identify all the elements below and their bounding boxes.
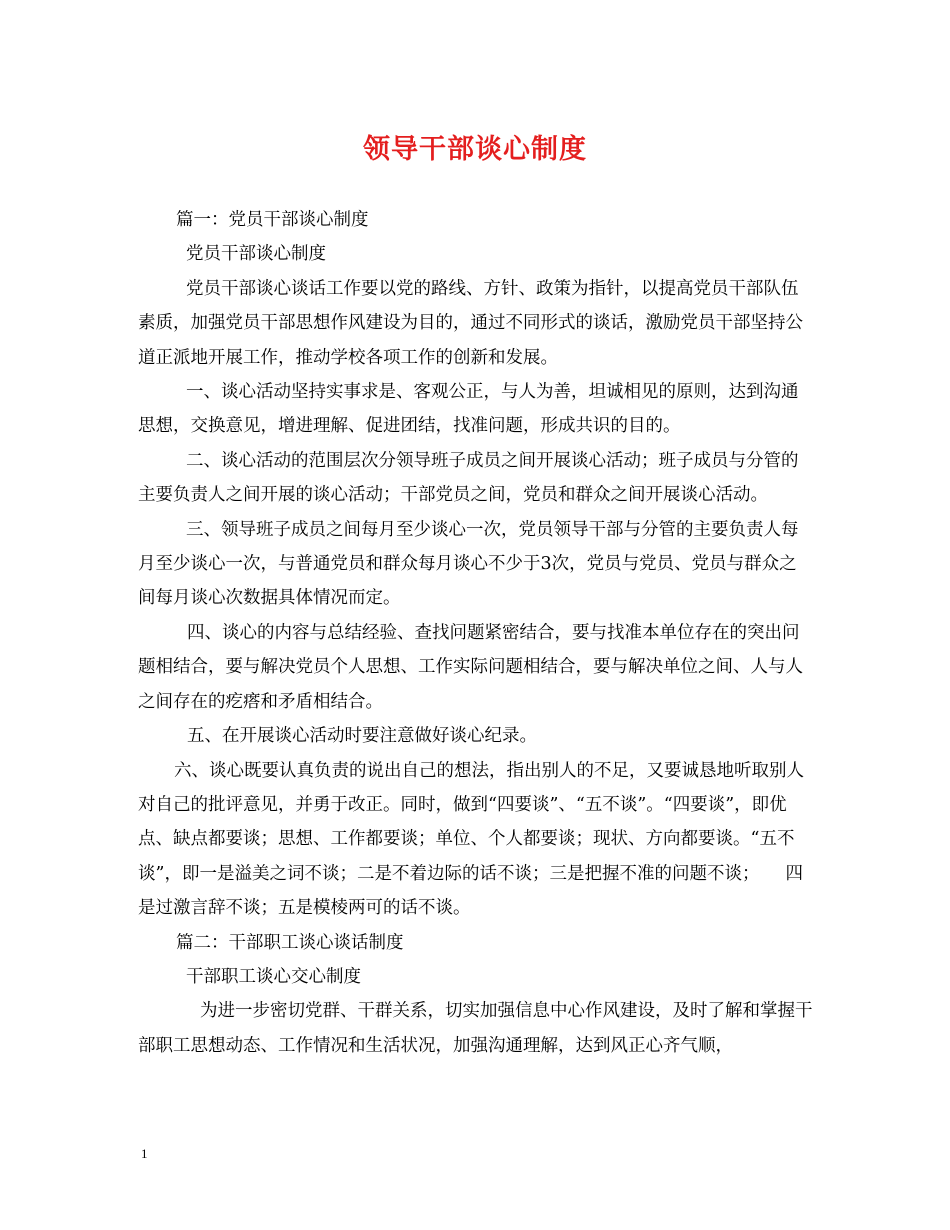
paragraph-item-4: 四、谈心的内容与总结经验、查找问题紧密结合，要与找准本单位存在的突出问题相结合，要与解决党员个人思想、工作实际问题相结合，要与解决单位之间、人与人之间存在的疙瘩和矛盾相结合。	[138, 622, 803, 712]
part2-subtitle: 干部职工谈心交心制度	[186, 966, 361, 987]
paragraph-item-3: 三、领导班子成员之间每月至少谈心一次，党员领导干部与分管的主要负责人每月至少谈心一次，与普通党员和群众每月谈心不少于3次，党员与党员、党员与群众之间每月谈心次数据具体情况而定。	[138, 519, 799, 609]
paragraph-intro: 党员干部谈心谈话工作要以党的路线、方针、政策为指针，以提高党员干部队伍素质，加强党员干部思想作风建设为目的，通过不同形式的谈话，激励党员干部坚持公道正派地开展工作，推动学校各项工作的创新和发展。	[138, 278, 803, 368]
paragraph-item-2: 二、谈心活动的范围层次分领导班子成员之间开展谈心活动；班子成员与分管的主要负责人之间开展的谈心活动；干部党员之间，党员和群众之间开展谈心活动。	[138, 450, 799, 506]
paragraph-item-1: 一、谈心活动坚持实事求是、客观公正，与人为善，坦诚相见的原则，达到沟通思想，交换意见，增进理解、促进团结，找准问题，形成共识的目的。	[138, 382, 799, 437]
paragraph-item-6	[138, 754, 814, 926]
part2-heading: 篇二：干部职工谈心谈话制度	[176, 932, 404, 953]
document-body	[138, 203, 814, 1063]
page-number: 1	[141, 1146, 148, 1161]
paragraph-item-6-part-b: 四是过激言辞不谈；五是模棱两可的话不谈。	[138, 863, 803, 919]
part1-subtitle: 党员干部谈心制度	[186, 244, 326, 265]
paragraph-item-5: 五、在开展谈心活动时要注意做好谈心纪录。	[187, 726, 537, 747]
paragraph-item-6-part-a: 六、谈心既要认真负责的说出自己的想法，指出别人的不足，又要诚恳地听取别人对自己的批评意见，并勇于改正。同时，做到“四要谈”、“五不谈”。“四要谈”，即优点、缺点都要谈；思想、工作都要谈；单位、个人都要谈；现状、方向都要谈。“五不谈”，即一是溢美之词不谈；二是不着边际的话不谈；三是把握不准的问题不谈；	[138, 760, 804, 884]
paragraph-part2-intro: 为进一步密切党群、干群关系，切实加强信息中心作风建设，及时了解和掌握干部职工思想动态、工作情况和生活状况，加强沟通理解，达到风正心齐气顺，	[138, 1001, 813, 1056]
part1-heading: 篇一：党员干部谈心制度	[176, 210, 369, 230]
document-title: 领导干部谈心制度	[363, 134, 587, 165]
